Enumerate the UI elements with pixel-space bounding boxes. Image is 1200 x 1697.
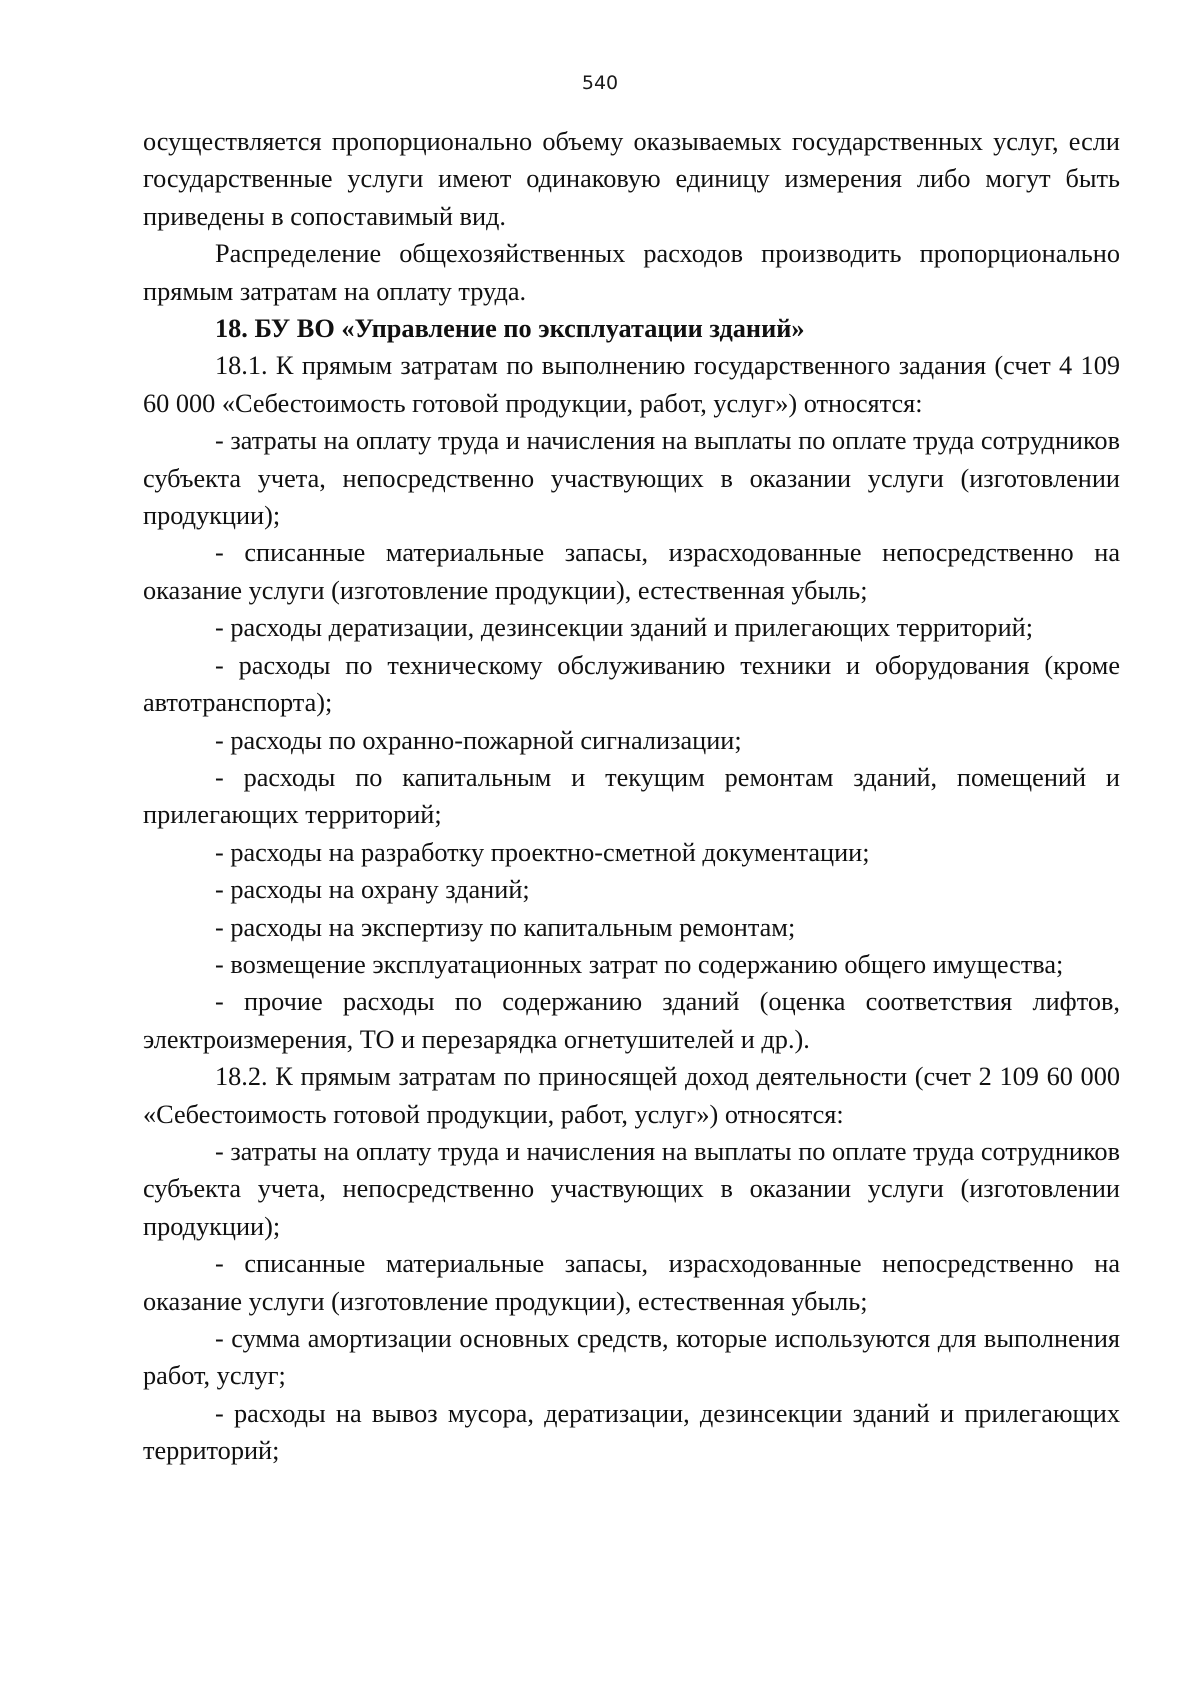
clause-1-item: - расходы по охранно-пожарной сигнализации; (215, 725, 742, 755)
document-body (143, 123, 1120, 1470)
clause-1-item: - расходы по капитальным и текущим ремонтам зданий, помещений и прилегающих территорий; (143, 762, 1120, 830)
clause-1-item: - расходы по техническому обслуживанию техники и оборудования (кроме автотранспорта); (143, 650, 1120, 718)
clause-1-item: - прочие расходы по содержанию зданий (оценка соответствия лифтов, электроизмерения, ТО и перезарядка огнетушителей и др.). (143, 987, 1120, 1054)
clause-2-item: - сумма амортизации основных средств, которые используются для выполнения работ, услуг; (143, 1324, 1120, 1391)
clause-18-2: 18.2. К прямым затратам по приносящей доход деятельности (счет 2 109 60 000 «Себестоимость готовой продукции, работ, услуг») относятся: (143, 1062, 1120, 1129)
clause-1-item: - списанные материальные запасы, израсходованные непосредственно на оказание услуги (изготовление продукции), естественная убыль; (143, 538, 1120, 605)
clause-1-item: - расходы на экспертизу по капитальным ремонтам; (215, 912, 796, 942)
clause-1-item: - расходы дератизации, дезинсекции зданий и прилегающих территорий; (215, 613, 1034, 643)
page-number: 540 (581, 72, 619, 94)
clause-2-item: - списанные материальные запасы, израсходованные непосредственно на оказание услуги (изготовление продукции), естественная убыль; (143, 1249, 1120, 1316)
clause-1-item: - расходы на разработку проектно-сметной документации; (215, 837, 870, 867)
clause-1-item: - возмещение эксплуатационных затрат по содержанию общего имущества; (215, 949, 1064, 979)
clause-2-item: - затраты на оплату труда и начисления на выплаты по оплате труда сотрудников субъекта учета, непосредственно участвующих в оказании услуги (изготовлении продукции); (143, 1136, 1120, 1241)
clause-18-1: 18.1. К прямым затратам по выполнению государственного задания (счет 4 109 60 000 «Себестоимость готовой продукции, работ, услуг») относятся: (143, 351, 1120, 418)
intro-continuation-paragraph: осуществляется пропорционально объему оказываемых государственных услуг, если государственные услуги имеют одинаковую единицу измерения либо могут быть приведены в сопоставимый вид. (143, 127, 1120, 231)
clause-1-item: - затраты на оплату труда и начисления на выплаты по оплате труда сотрудников субъекта учета, непосредственно участвующих в оказании услуги (изготовлении продукции); (143, 426, 1120, 531)
distribution-paragraph: Распределение общехозяйственных расходов производить пропорционально прямым затратам на оплату труда. (143, 239, 1120, 306)
clause-2-item: - расходы на вывоз мусора, дератизации, дезинсекции зданий и прилегающих территорий; (143, 1398, 1120, 1466)
section-heading: 18. БУ ВО «Управление по эксплуатации зданий» (215, 314, 805, 344)
clause-1-item: - расходы на охрану зданий; (215, 875, 530, 905)
